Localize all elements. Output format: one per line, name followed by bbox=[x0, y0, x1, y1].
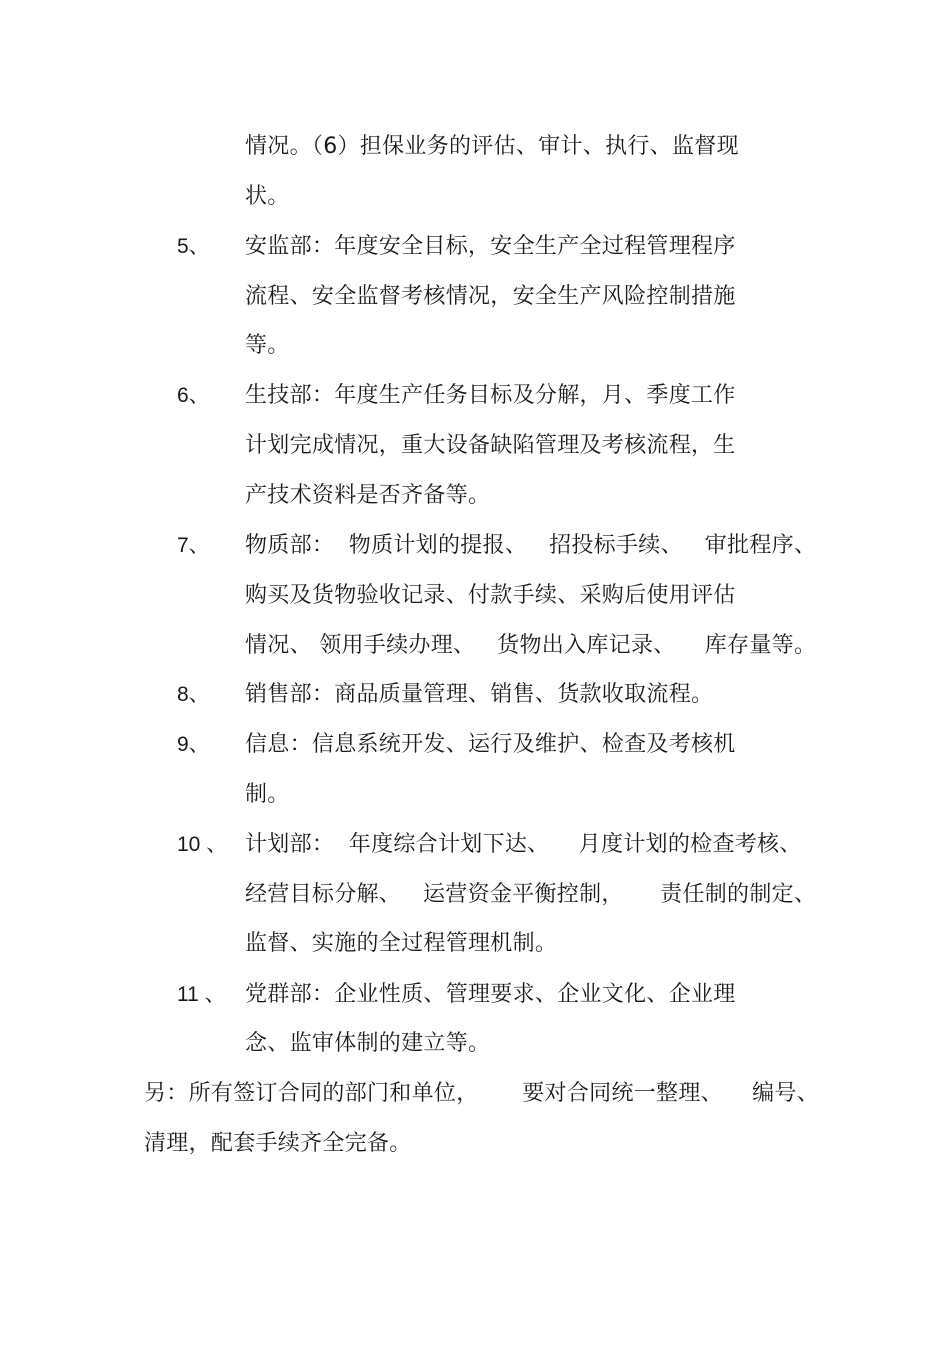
item-10-number: 10 、 bbox=[177, 833, 228, 856]
footer-note-line-1: 另：所有签订合同的部门和单位， 要对合同统一整理、 编号、 bbox=[144, 1081, 820, 1106]
item-7-line-2: 购买及货物验收记录、付款手续、采购后使用评估 bbox=[245, 583, 736, 608]
item-8-number: 8、 bbox=[177, 683, 210, 706]
item-11-line-2: 念、监审体制的建立等。 bbox=[245, 1031, 491, 1056]
item-6-line-1: 生技部：年度生产任务目标及分解，月、季度工作 bbox=[245, 383, 736, 408]
item-7-number: 7、 bbox=[177, 534, 210, 557]
item-8-line-1: 销售部：商品质量管理、销售、货款收取流程。 bbox=[245, 682, 714, 707]
item-10-line-1: 计划部： 年度综合计划下达、 月度计划的检查考核、 bbox=[245, 832, 802, 857]
item-6-number: 6、 bbox=[177, 384, 210, 407]
item-5-line-2: 流程、安全监督考核情况，安全生产风险控制措施 bbox=[245, 284, 736, 309]
intro-line-1: 情况。（6）担保业务的评估、审计、执行、监督现 bbox=[245, 134, 739, 159]
item-6-line-3: 产技术资料是否齐备等。 bbox=[245, 483, 491, 508]
item-10-line-3: 监督、实施的全过程管理机制。 bbox=[245, 931, 558, 956]
item-10-line-2: 经营目标分解、 运营资金平衡控制， 责任制的制定、 bbox=[245, 882, 817, 907]
item-7-line-1: 物质部： 物质计划的提报、 招投标手续、 审批程序、 bbox=[245, 533, 817, 558]
item-5-line-1: 安监部：年度安全目标，安全生产全过程管理程序 bbox=[245, 234, 736, 259]
footer-note-line-2: 清理，配套手续齐全完备。 bbox=[144, 1131, 412, 1156]
item-11-number: 11 、 bbox=[177, 983, 226, 1006]
item-9-line-2: 制。 bbox=[245, 782, 290, 807]
item-11-line-1: 党群部：企业性质、管理要求、企业文化、企业理 bbox=[245, 982, 736, 1007]
item-7-line-3: 情况、 领用手续办理、 货物出入库记录、 库存量等。 bbox=[245, 633, 817, 658]
item-9-line-1: 信息：信息系统开发、运行及维护、检查及考核机 bbox=[245, 732, 736, 757]
intro-line-2: 状。 bbox=[245, 184, 290, 209]
item-5-line-3: 等。 bbox=[245, 333, 290, 358]
item-5-number: 5、 bbox=[177, 235, 210, 258]
item-6-line-2: 计划完成情况，重大设备缺陷管理及考核流程，生 bbox=[245, 433, 736, 458]
item-9-number: 9、 bbox=[177, 733, 210, 756]
